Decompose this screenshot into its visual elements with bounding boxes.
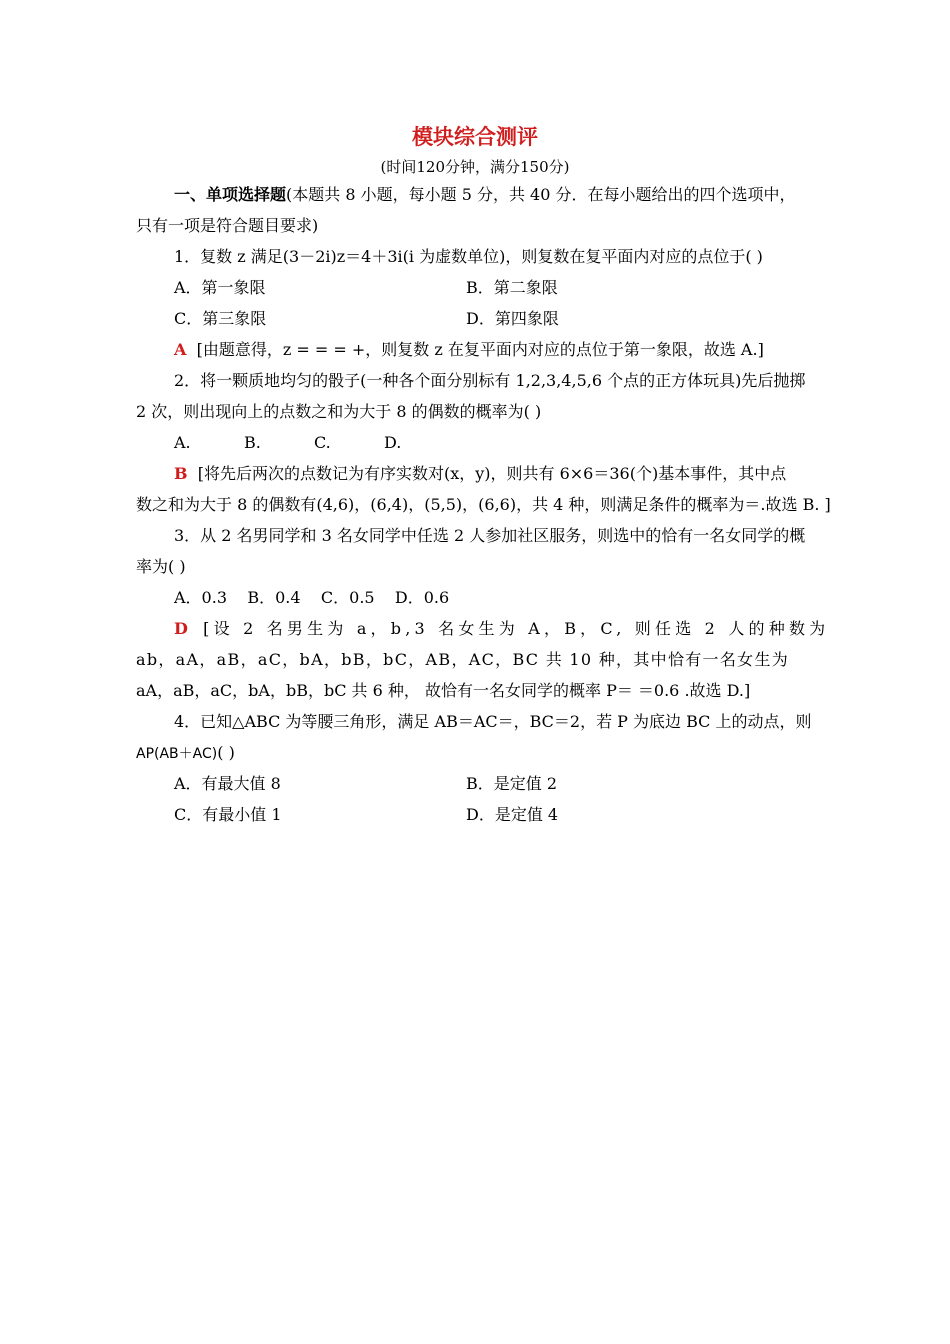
q4-stem-paren: ( ) xyxy=(217,743,235,762)
q4-stem: 4．已知△ABC 为等腰三角形，满足 AB＝AC＝，BC＝2，若 P 为底边 BC 上的动点，则 xyxy=(174,712,812,731)
q2-stem-cont: 2 次，则出现向上的点数之和为大于 8 的偶数的概率为( ) xyxy=(136,402,542,421)
q1-option-b: B．第二象限 xyxy=(466,278,558,297)
q1-answer xyxy=(174,340,764,360)
q3-answer-cont: ab，aA，aB，aC，bA，bB，bC，AB，AC，BC 共 10 种，其中恰有一名女生为 xyxy=(136,650,790,669)
section-heading: 一、单项选择题 xyxy=(174,185,287,204)
q3-answer-letter: D xyxy=(174,619,188,638)
q4-option-d: D．是定值 4 xyxy=(466,805,559,824)
q1-option-c: C．第三象限 xyxy=(174,309,267,328)
q2-answer-letter: B xyxy=(174,464,188,483)
q4-option-a: A．有最大值 8 xyxy=(174,774,281,793)
q2-stem: 2．将一颗质地均匀的骰子(一种各个面分别标有 1,2,3,4,5,6 个点的正方体玩具)先后抛掷 xyxy=(174,371,806,390)
section-heading-line xyxy=(174,185,796,205)
q2-answer-text: [将先后两次的点数记为有序实数对(x，y)，则共有 6×6＝36(个)基本事件，其中点 xyxy=(197,464,787,483)
page-title: 模块综合测评 xyxy=(412,124,538,149)
q4-option-c: C．有最小值 1 xyxy=(174,805,282,824)
q1-stem: 1．复数 z 满足(3－2i)z＝4＋3i(i 为虚数单位)，则复数在复平面内对应的点位于( ) xyxy=(174,247,763,266)
q2-answer xyxy=(174,464,786,484)
q2-option-b: B. xyxy=(244,433,261,452)
q2-option-d: D. xyxy=(384,433,402,452)
q4-vector-expression: AP(AB＋AC) xyxy=(136,746,218,762)
page-subtitle: (时间120分钟，满分150分) xyxy=(380,158,570,176)
q3-answer xyxy=(174,619,830,639)
q1-answer-text: [由题意得，z = = = +，则复数 z 在复平面内对应的点位于第一象限，故选 A.] xyxy=(196,340,764,359)
q1-answer-letter: A xyxy=(174,340,187,359)
q3-stem-cont: 率为( ) xyxy=(136,557,186,576)
q2-option-c: C. xyxy=(314,433,331,452)
q3-stem: 3．从 2 名男同学和 3 名女同学中任选 2 人参加社区服务，则选中的恰有一名女同学的概 xyxy=(174,526,806,545)
section-description-cont: 只有一项是符合题目要求) xyxy=(136,216,319,235)
section-description: (本题共 8 小题，每小题 5 分，共 40 分．在每小题给出的四个选项中， xyxy=(286,185,796,204)
q3-answer-text: [设 2 名男生为 a，b,3 名女生为 A，B，C, 则任选 2 人的种数为 xyxy=(203,619,830,638)
q4-stem-cont xyxy=(136,743,235,764)
q3-options: A．0.3 B．0.4 C．0.5 D．0.6 xyxy=(174,588,450,607)
q1-option-d: D．第四象限 xyxy=(466,309,559,328)
q3-answer-cont2: aA，aB，aC，bA，bB，bC 共 6 种， 故恰有一名女同学的概率 P＝ ＝0.6 .故选 D.] xyxy=(136,681,751,700)
q2-answer-cont: 数之和为大于 8 的偶数有(4,6)，(6,4)，(5,5)，(6,6)，共 4 种，则满足条件的概率为＝.故选 B. ] xyxy=(136,495,831,514)
q4-option-b: B．是定值 2 xyxy=(466,774,558,793)
q2-option-a: A. xyxy=(174,433,191,452)
q1-option-a: A．第一象限 xyxy=(174,278,266,297)
